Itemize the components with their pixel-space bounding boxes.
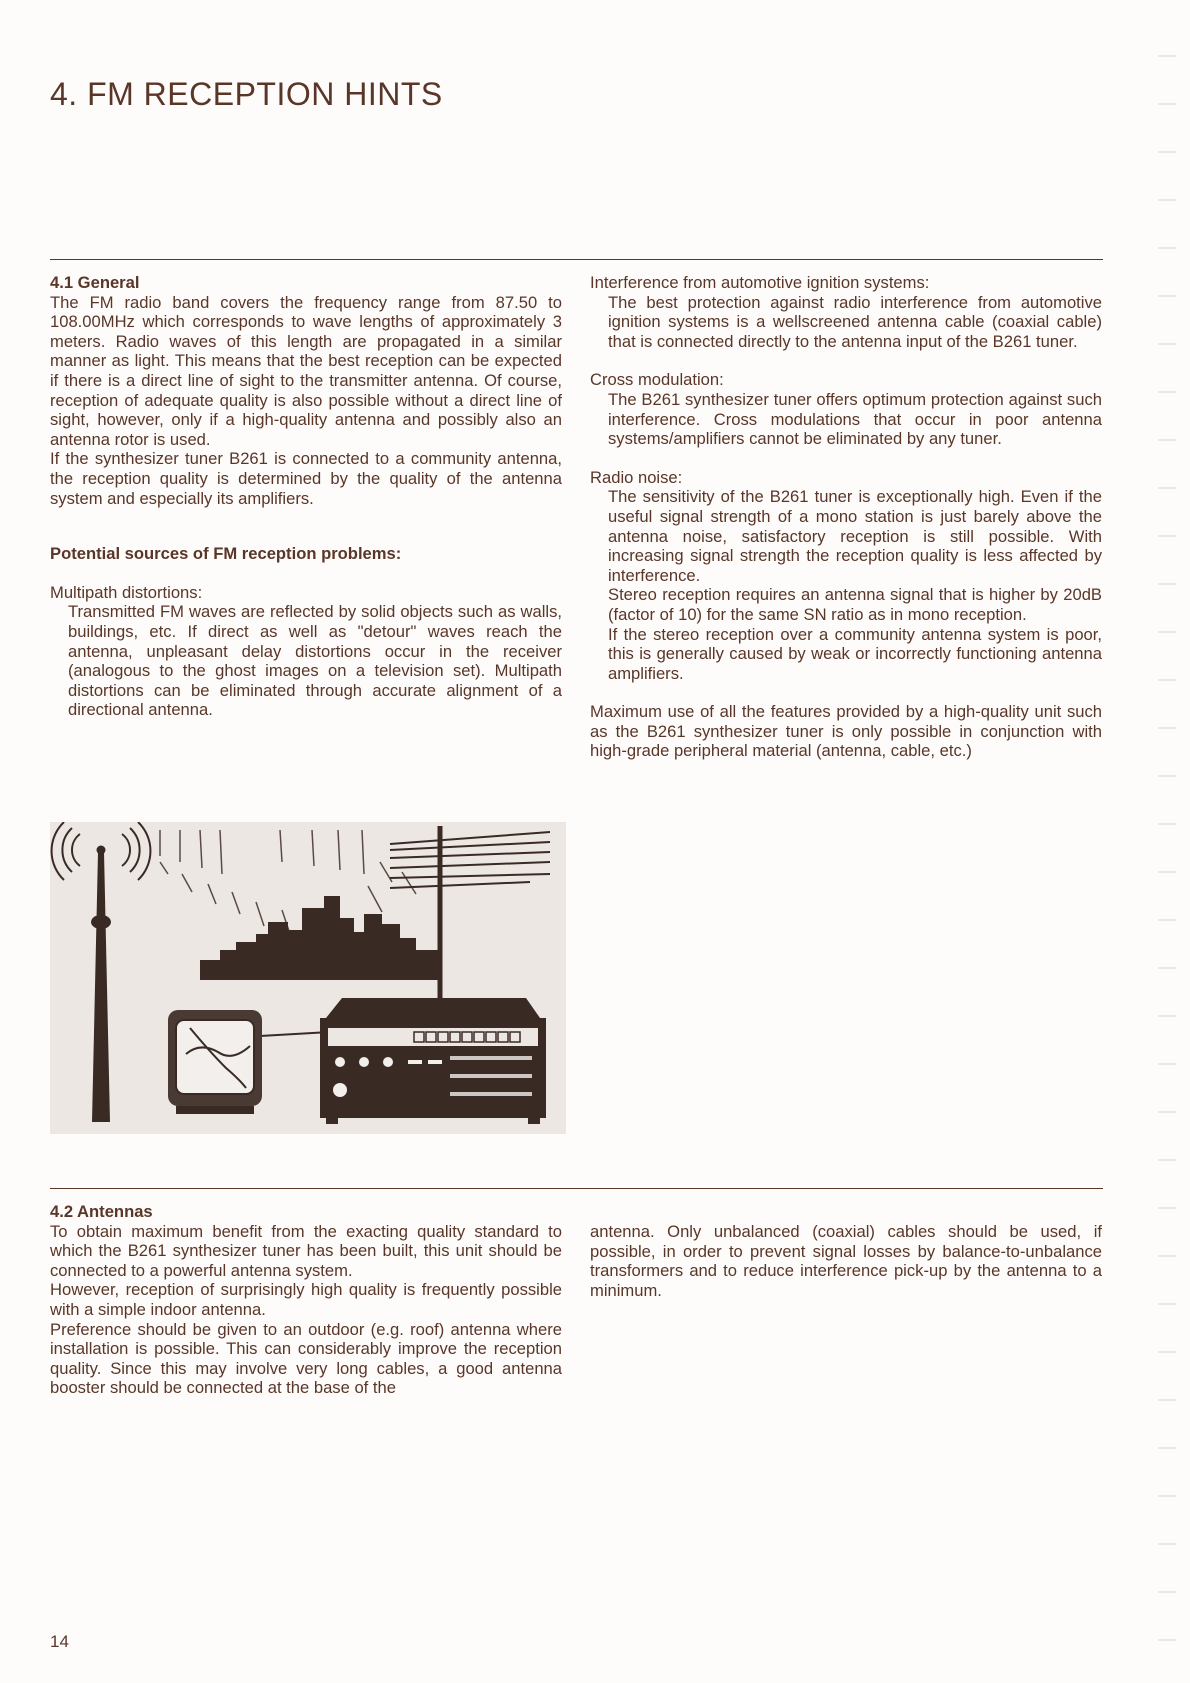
general-paragraph-1: The FM radio band covers the frequency range from 87.50 to 108.00MHz which corresponds to wave lengths of approximately 3 meters. Radio waves of this length are propagated in a similar manner as light. This means that the best reception can be expected if there is a direct line of sight to the transmitter antenna. Of course, reception of adequate quality is also possible without a direct line of sight, however, only if a high-quality antenna and possibly also an antenna rotor is used.	[50, 292, 562, 449]
problems-heading: Potential sources of FM reception problems:	[50, 544, 402, 564]
antennas-paragraph-2: However, reception of surprisingly high quality is frequently possible with a simple indoor antenna.	[50, 1280, 562, 1319]
maximum-use-paragraph: Maximum use of all the features provided by a high-quality unit such as the B261 synthesizer tuner is only possible in conjunction with high-grade peripheral material (antenna, cable, etc.)	[590, 702, 1102, 761]
section-heading-antennas: 4.2 Antennas	[50, 1202, 153, 1221]
page-number: 14	[50, 1632, 69, 1651]
general-right-column	[590, 273, 1102, 761]
tuner-receiver-icon	[320, 998, 546, 1124]
reception-illustration	[50, 822, 566, 1134]
section-heading-general: 4.1 General	[50, 273, 140, 292]
radio-noise-paragraph-2: Stereo reception requires an antenna signal that is higher by 20dB (factor of 10) for the same SN ratio as in mono reception.	[608, 585, 1102, 624]
cross-modulation-text: The B261 synthesizer tuner offers optimum protection against such interference. Cross modulations that occur in poor antenna systems/amplifiers cannot be eliminated by any tuner.	[608, 389, 1102, 449]
ignition-text: The best protection against radio interference from automotive ignition systems is a wellscreened antenna cable (coaxial cable) that is connected directly to the antenna input of the B261 tuner.	[608, 292, 1102, 351]
antennas-paragraph-3: Preference should be given to an outdoor (e.g. roof) antenna where installation is possible. This can considerably improve the reception quality. Since this may involve very long cables, a good antenna booster should be connected at the base of the	[50, 1319, 562, 1398]
ignition-label: Interference from automotive ignition systems:	[590, 273, 930, 292]
radio-noise-label: Radio noise:	[590, 467, 683, 487]
section-rule-antennas	[50, 1188, 1103, 1189]
radio-noise-paragraph-1: The sensitivity of the B261 tuner is exceptionally high. Even if the useful signal strength of a mono station is just barely above the antenna noise, satisfactory reception is still possible. With increasing signal strength the reception quality is less affected by interference.	[608, 487, 1102, 585]
multipath-text: Transmitted FM waves are reflected by solid objects such as walls, buildings, etc. If direct as well as "detour" waves reach the antenna, unpleasant delay distortions occur in the receiver (analogous to the ghost images on a television set). Multipath distortions can be eliminated through accurate alignment of a directional antenna.	[68, 602, 562, 720]
page-title: 4. FM RECEPTION HINTS	[50, 76, 443, 112]
antennas-paragraph-4: antenna. Only unbalanced (coaxial) cables should be used, if possible, in order to prevent signal losses by balance-to-unbalance transformers and to reduce interference pick-up by the antenna to a minimum.	[590, 1222, 1102, 1300]
radio-noise-paragraph-3: If the stereo reception over a community antenna system is poor, this is generally caused by weak or incorrectly functioning antenna amplifiers.	[608, 624, 1102, 683]
cross-modulation-label: Cross modulation:	[590, 370, 724, 390]
section-rule-general	[50, 259, 1103, 260]
antennas-right-column	[590, 1222, 1102, 1300]
antennas-paragraph-1: To obtain maximum benefit from the exacting quality standard to which the B261 synthesizer tuner has been built, this unit should be connected to a powerful antenna system.	[50, 1221, 562, 1280]
multipath-label: Multipath distortions:	[50, 582, 203, 602]
antennas-left-column	[50, 1202, 562, 1398]
tv-set-icon	[168, 1010, 262, 1114]
margin-ticks	[1154, 40, 1180, 1680]
general-paragraph-2: If the synthesizer tuner B261 is connected to a community antenna, the reception quality is determined by the quality of the antenna system and especially its amplifiers.	[50, 449, 562, 508]
general-left-column	[50, 273, 562, 720]
